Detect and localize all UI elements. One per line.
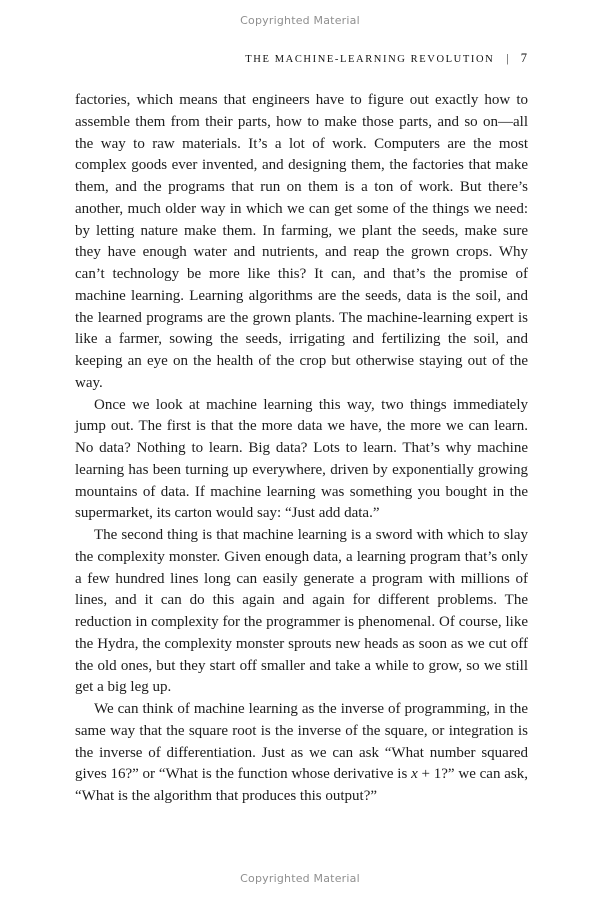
- text-run: Once we look at machine learning this way, two things immediately jump out. The first is that the more data we have, the more we can learn. No data? Nothing to learn. Big data? Lots to learn. That’s why machine learning has been turning up everywhere, driven by exponentially growing mountains of data. If machine learning was something you bought in the supermarket, its carton would say: “Just add data.”: [75, 396, 528, 522]
- italic-text-run: x: [411, 766, 418, 783]
- text-run: factories, which means that engineers have to figure out exactly how to assemble them from their parts, how to make those parts, and so on—all the way to raw materials. It’s a lot of work. Computers are the most complex goods ever invented, and designing them, the factories that make them, and the programs that run on them is a ton of work. But there’s another, much older way in which we can get some of the things we need: by letting nature make them. In farming, we plant the seeds, make sure they have enough water and nutrients, and reap the grown crops. Why can’t technology be more like this? It can, and that’s the promise of machine learning. Learning algorithms are the seeds, data is the soil, and the learned programs are the grown plants. The machine-learning expert is like a farmer, sowing the seeds, irrigating and fertilizing the soil, and keeping an eye on the health of the crop but otherwise staying out of the way.: [75, 92, 528, 391]
- paragraph: [75, 395, 528, 526]
- chapter-title: THE MACHINE-LEARNING REVOLUTION: [245, 54, 495, 65]
- page-number: 7: [520, 51, 527, 65]
- body-text: [75, 90, 528, 808]
- copyright-notice-top: Copyrighted Material: [240, 14, 360, 27]
- copyright-notice-bottom: Copyrighted Material: [240, 872, 360, 885]
- paragraph: [75, 699, 528, 808]
- text-run: We can think of machine learning as the inverse of programming, in the same way that the square root is the inverse of the square, or integration is the inverse of differentiation. Just as we can ask “What number squared gives 16?” or “What is the function whose derivative is: [75, 701, 528, 783]
- header-separator: |: [506, 51, 509, 65]
- text-run: + 1?” we can ask, “What is the algorithm that produces this output?”: [75, 766, 528, 804]
- text-run: The second thing is that machine learning is a sword with which to slay the complexity monster. Given enough data, a learning program that’s only a few hundred lines long can easily generate a program with millions of lines, and it can do this again and again for different problems. The reduction in complexity for the programmer is phenomenal. Of course, like the Hydra, the complexity monster sprouts new heads as soon as we cut off the old ones, but they start off smaller and take a while to grow, so we still get a big leg up.: [75, 527, 528, 696]
- running-header: [245, 51, 527, 66]
- paragraph: [75, 90, 528, 395]
- paragraph: [75, 525, 528, 699]
